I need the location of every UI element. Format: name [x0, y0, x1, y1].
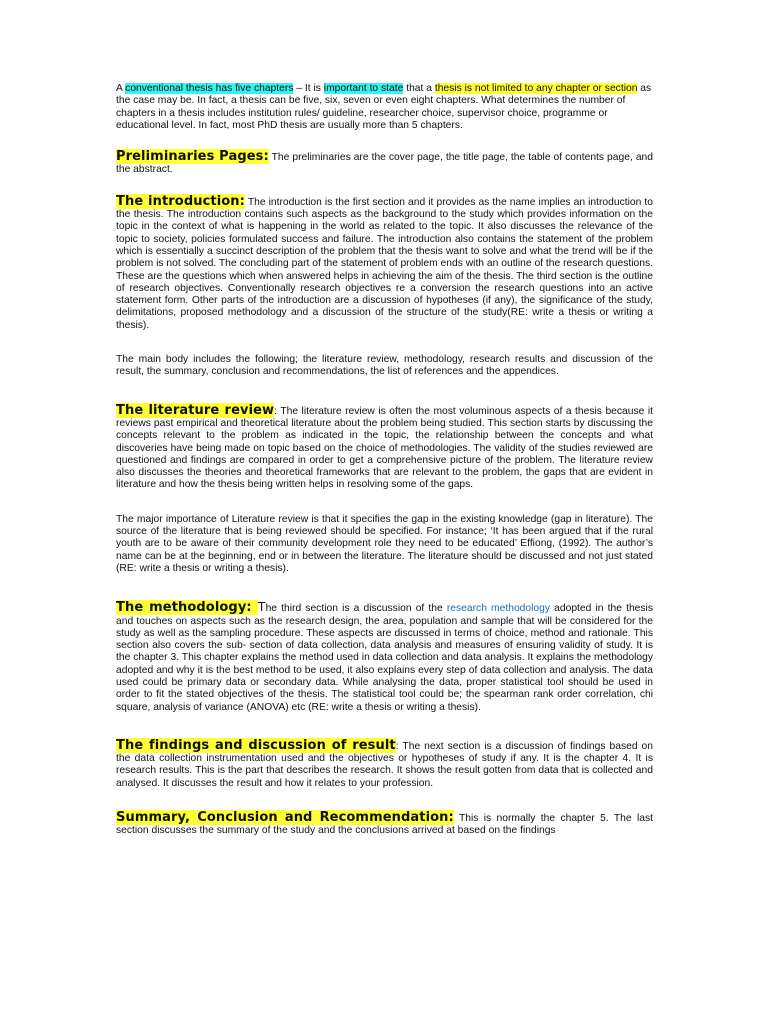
literature-paragraph	[116, 402, 654, 492]
findings-heading: The findings and discussion of result	[116, 737, 396, 753]
intro-text-2: that a	[403, 83, 435, 94]
literature-text: The literature review is often the most voluminous aspects of a thesis because it reviews past empirical and theoretical literature about the problem being studied. This section starts by discussing the concepts relevant to the problem as indicated in the topic, the relationship between the concepts and what discoveries have being made on topic based on the choice of methodologies. The validity of the studies reviewed are questioned and findings are compared in order to get a comprehensive picture of the problem. The literature review also discusses the theories and theoretical frameworks that are relevant to the problem, the gaps that are evident in literature and how the thesis being written helps in resolving some of the gaps.	[116, 405, 654, 491]
main-body-paragraph: The main body includes the following; the literature review, methodology, research results and discussion of the result, the summary, conclusion and recommendations, the list of references and the appendices.	[116, 354, 653, 378]
preliminaries-heading: Preliminaries Pages:	[116, 149, 269, 165]
literature-colon: :	[274, 405, 278, 417]
preliminaries-text: The preliminaries are the cover page, the title page, the table of contents page, and the abstract.	[116, 152, 654, 176]
spacer	[116, 714, 653, 740]
introduction-text: The introduction is the first section and it provides as the name implies an introduction to the thesis. The introduction contains such aspects as the background to the study which provides information on the topic in the context of what is happening in the world as related to the topic. It also discusses the relevance of the topic to society, policies formulated success and failure. The introduction also contains the statement of the problem which is essentially a succinct description of the problem that the thesis want to solve and what the trend will be if the problem is not solved. The concluding part of the statement of problem ends with an outline of the research questions. These are the questions which when answered helps in achieving the aim of the thesis. The third section is the outline of research objectives. Conventionally research objectives re a conversion the research questions into an active statement form. Other parts of the introduction are a discussion of hypotheses (if any), the significance of the study, delimitations, proposed methodology and a discussion of the structure of the study(RE: write a thesis or writing a thesis).	[116, 196, 653, 331]
intro-paragraph	[116, 83, 653, 132]
findings-colon: :	[395, 740, 399, 752]
spacer	[116, 177, 653, 196]
spacer	[116, 332, 653, 354]
literature-heading: The literature review	[116, 402, 275, 418]
spacer	[116, 492, 653, 514]
summary-paragraph	[116, 812, 653, 838]
methodology-text-1: he third section is a discussion of the	[265, 603, 447, 615]
introduction-paragraph	[116, 193, 653, 332]
summary-heading: Summary, Conclusion and Recommendation:	[116, 810, 454, 826]
methodology-text-2: adopted in the thesis and touches on aspects such as the research design, the area, population and sample that will be considered for the study as well as the sampling procedure. These aspects are discussed in terms of choice, method and rationale. This section also covers the sub- section of data collection, data analysis and measures of ensuring validity of study. It is the chapter 3. This chapter explains the method used in data collection and data analysis. It explains the methodology adopted and why it is the best method to be used, it also explains every step of data collection and analysis. The data used could be primary data or secondary data. While analysing the data, proper statistical tool should be used in order to fit the stated objectives of the thesis. The statistical tool could be; the spearman rank order correlation, chi square, analysis of variance (ANOVA) etc (RE: write a thesis or writing a thesis).	[116, 603, 653, 713]
intro-text-a: A	[116, 83, 126, 94]
methodology-paragraph	[116, 601, 653, 714]
highlight-not-limited: thesis is not limited to any chapter or section	[434, 83, 638, 94]
spacer	[116, 575, 653, 601]
findings-paragraph	[116, 737, 654, 790]
findings-text: The next section is a discussion of findings based on the data collection instrumentation used and the objectives or hypotheses of study if any. It is the chapter 4. It is research results. This is the part that describes the research. It shows the result gotten from data that is collected and analysed. It discusses the result and how it relates to your profession.	[116, 740, 654, 789]
major-importance-paragraph: The major importance of Literature review is that it specifies the gap in the existing knowledge (gap in literature). The source of the literature that is being reviewed should be specified. For instance; ‘It has been argued that if the rural youth are to be aware of their community development role they need to be educated’ Effiong, (1992). The author’s name can be at the beginning, end or in between the literature. The literature should be discussed and not just stated (RE: write a thesis or writing a thesis).	[116, 513, 653, 574]
methodology-heading: The methodology:	[116, 600, 258, 616]
intro-text-1: – It is	[293, 83, 324, 94]
preliminaries-paragraph	[116, 151, 653, 177]
highlight-important: important to state	[323, 83, 404, 94]
methodology-initial-letter: T	[257, 599, 266, 615]
research-methodology-link[interactable]: research methodology	[446, 603, 551, 615]
introduction-heading: The introduction:	[116, 193, 245, 209]
summary-text: This is normally the chapter 5. The last section discusses the summary of the study and the conclusions arrived at based on the findings	[116, 813, 653, 837]
spacer	[116, 790, 653, 812]
highlight-five-chapters: conventional thesis has five chapters	[125, 83, 294, 94]
spacer	[116, 379, 653, 405]
intro-text-3: as the case may be. In fact, a thesis can be five, six, seven or even eight chapters. What determines the number of chapters in a thesis includes institution rules/ guideline, researcher choice, supervisor choice, programme or educational level. In fact, most PhD thesis are usually more than 5 chapters.	[116, 83, 652, 131]
